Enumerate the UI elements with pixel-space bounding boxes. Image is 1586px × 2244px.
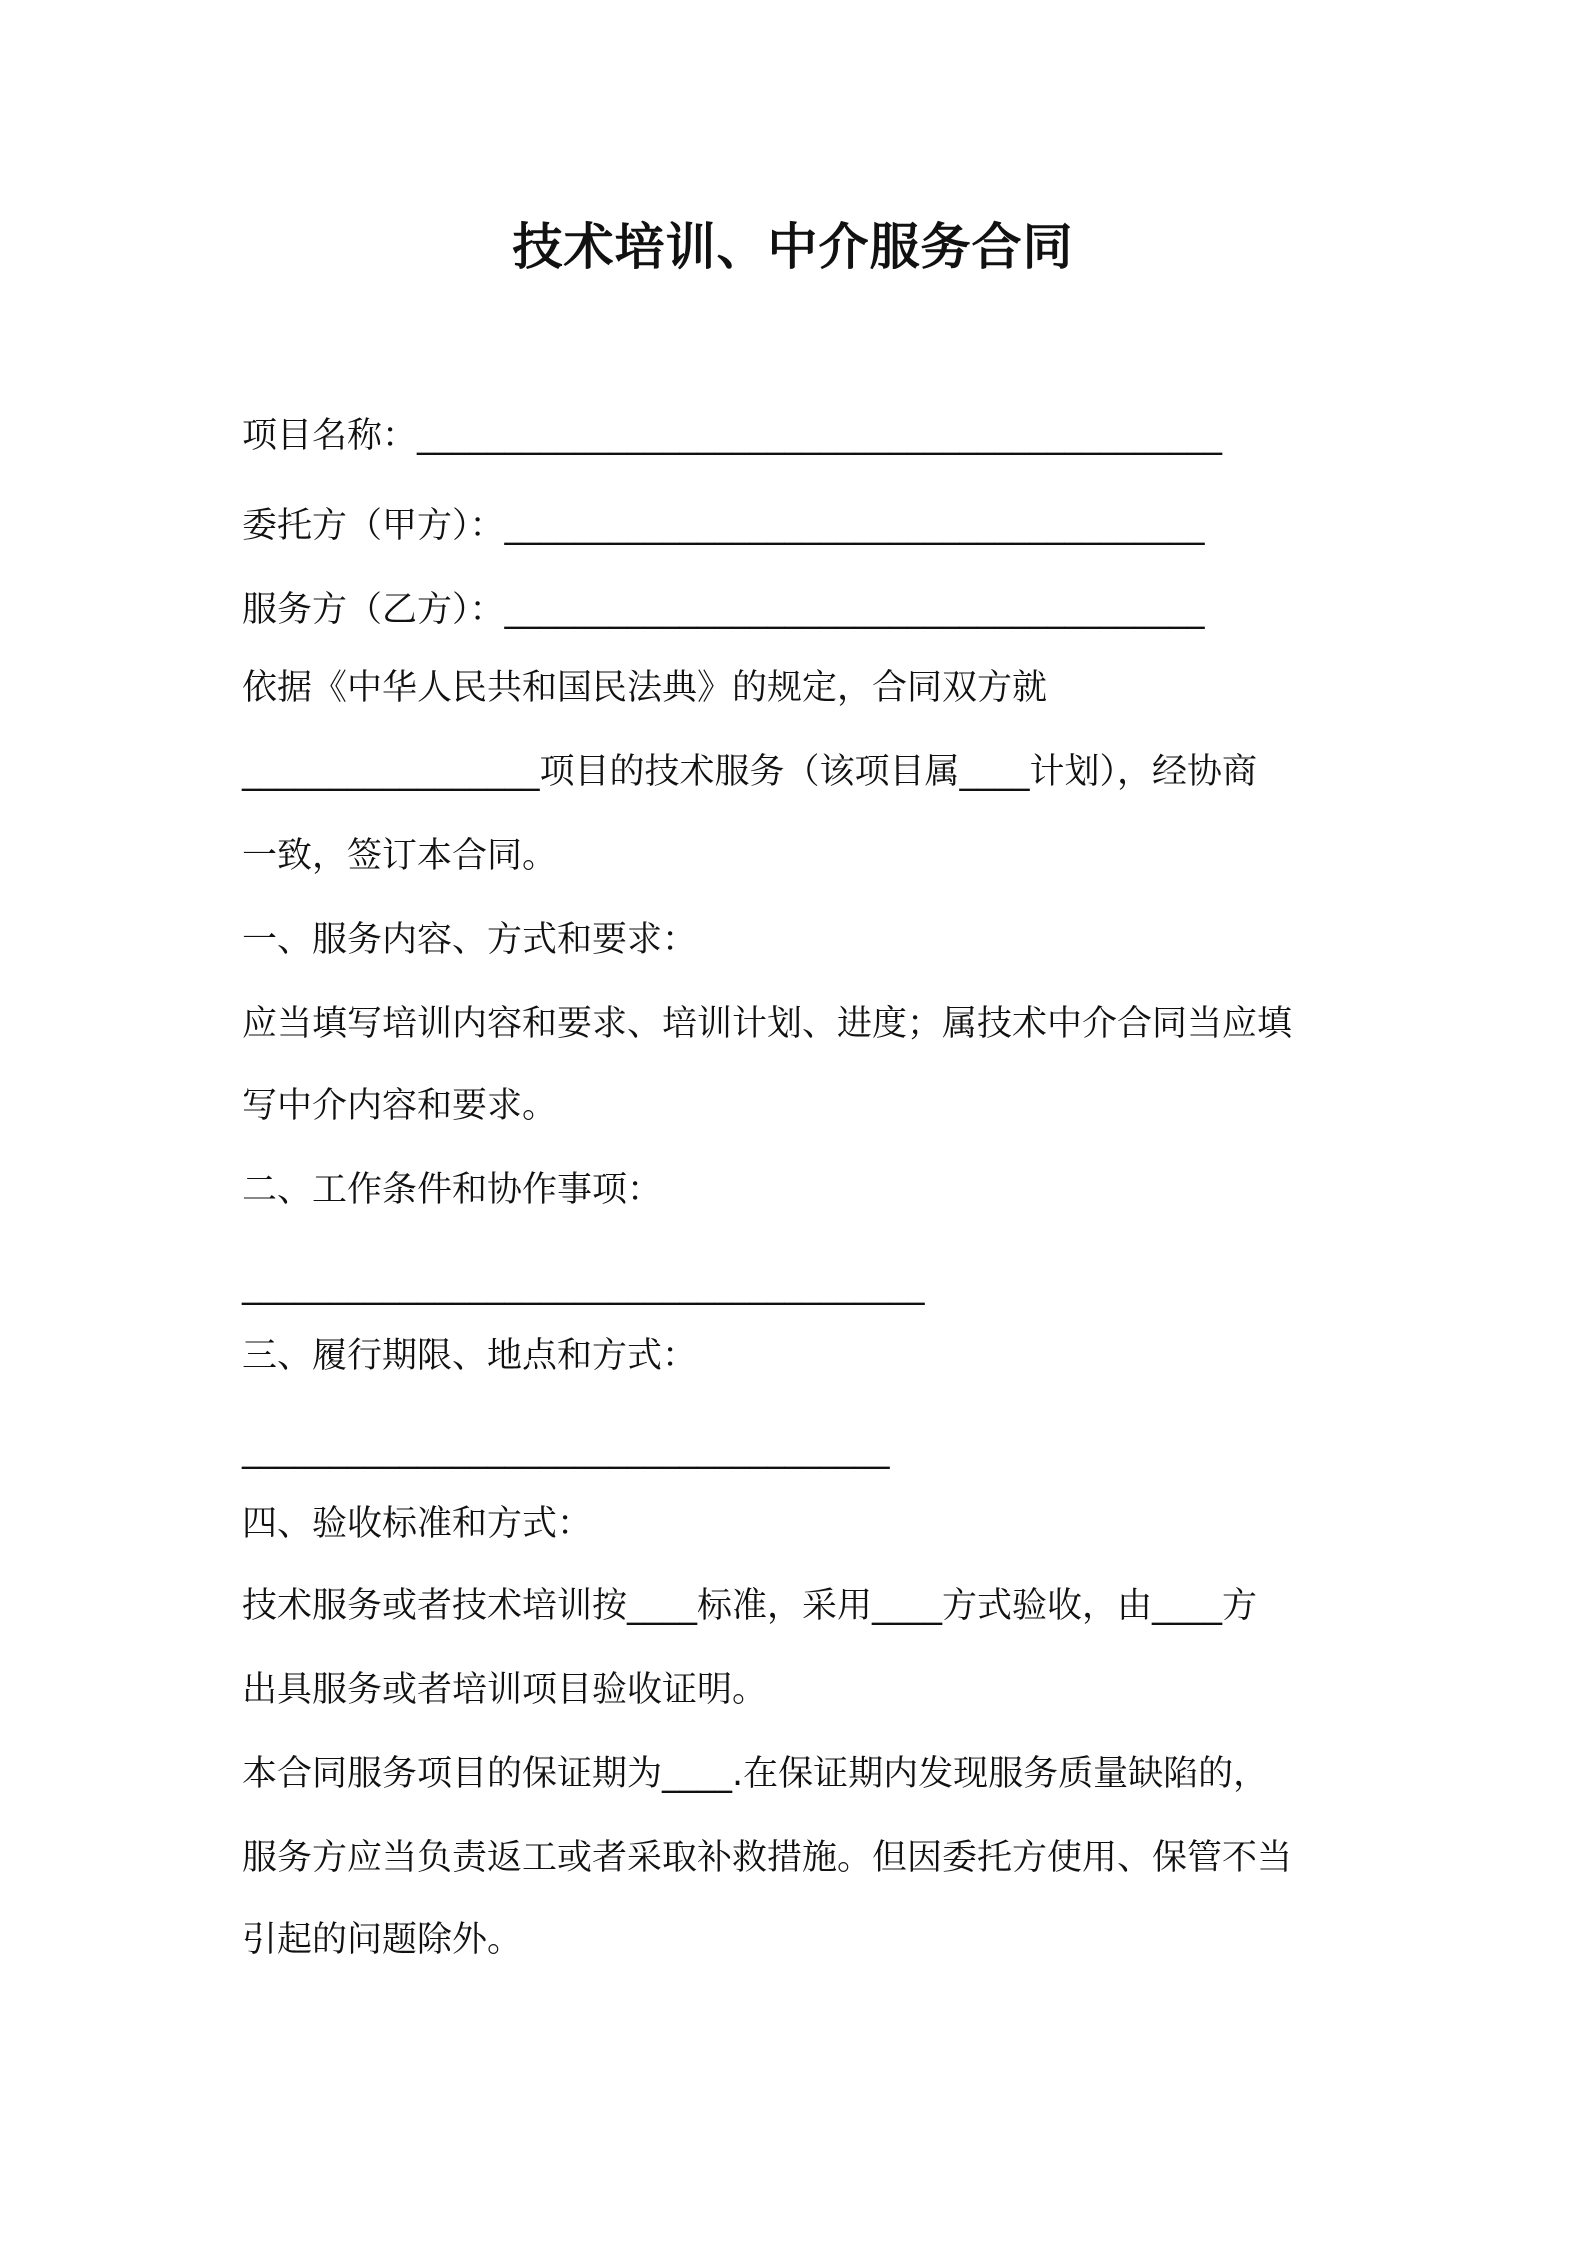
field-party-a: 委托方（甲方）：________________________________________ xyxy=(242,506,1205,546)
field-project-name: 项目名称：______________________________________________ xyxy=(242,416,1223,456)
paragraph-line: 依据《中华人民共和国民法典》的规定，合同双方就 xyxy=(242,668,1048,708)
paragraph-line: 写中介内容和要求。 xyxy=(242,1086,558,1126)
paragraph-line: _________________项目的技术服务（该项目属____计划），经协商 xyxy=(242,752,1258,792)
section-heading-3: 三、履行期限、地点和方式： xyxy=(242,1336,698,1376)
paragraph-line: 应当填写培训内容和要求、培训计划、进度；属技术中介合同当应填 xyxy=(242,1004,1293,1044)
paragraph-line: 技术服务或者技术培训按____标准，采用____方式验收，由____方 xyxy=(242,1586,1258,1626)
paragraph-line: 服务方应当负责返工或者采取补救措施。但因委托方使用、保管不当 xyxy=(242,1838,1293,1878)
section-heading-4: 四、验收标准和方式： xyxy=(242,1504,593,1544)
section-heading-2: 二、工作条件和协作事项： xyxy=(242,1170,663,1210)
field-party-b: 服务方（乙方）：________________________________________ xyxy=(242,590,1205,630)
paragraph-line: 一致，签订本合同。 xyxy=(242,836,558,876)
document-title: 技术培训、中介服务合同 xyxy=(512,218,1074,276)
section-heading-1: 一、服务内容、方式和要求： xyxy=(242,920,698,960)
blank-line: _______________________________________ xyxy=(242,1266,925,1306)
paragraph-line: 引起的问题除外。 xyxy=(242,1920,523,1960)
paragraph-line: 出具服务或者培训项目验收证明。 xyxy=(242,1670,768,1710)
paragraph-line: 本合同服务项目的保证期为____.在保证期内发现服务质量缺陷的， xyxy=(242,1754,1269,1794)
blank-line: _____________________________________ xyxy=(242,1430,890,1470)
